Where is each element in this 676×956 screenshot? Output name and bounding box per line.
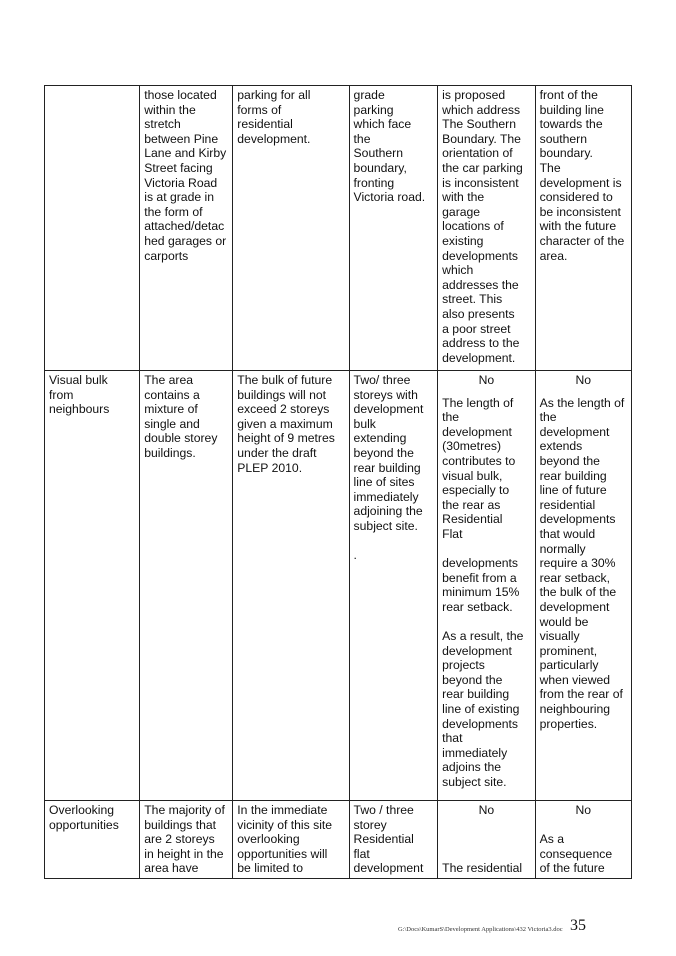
existing-character-cell: The majority of buildings that are 2 storeys in height in the area have — [140, 801, 233, 879]
aspect-cell: Overlooking opportunities — [45, 801, 140, 879]
proposal-cell: Two / three storey Residential flat development — [349, 801, 438, 879]
existing-character-cell: The area contains a mixture of single and double storey buildings. — [140, 371, 233, 801]
consistency-existing-cell: is proposed which address The Southern Boundary. The orientation of the car parking is inconsistent with the garage locations of existing developments which addresses the street. This also presents a poor street address to the development. — [438, 86, 535, 371]
footer-file-path: G:\Docs\KumarS\Development Applications\432 Victoria3.doc — [398, 926, 563, 933]
consistency-future-cell: No As a consequence of the future — [535, 801, 631, 879]
table-row — [45, 371, 632, 801]
proposal-cell: grade parking which face the Southern boundary, fronting Victoria road. — [349, 86, 438, 371]
table-row — [45, 801, 632, 879]
consistency-existing-cell: No The residential — [438, 801, 535, 879]
future-character-cell: In the immediate vicinity of this site overlooking opportunities will be limited to — [233, 801, 349, 879]
future-character-cell: parking for all forms of residential development. — [233, 86, 349, 371]
aspect-cell: Visual bulk from neighbours — [45, 371, 140, 801]
assessment-table — [44, 85, 632, 879]
consistency-future-cell: front of the building line towards the southern boundary. The development is considered to be inconsistent with the future character of the area. — [535, 86, 631, 371]
existing-character-cell: those located within the stretch between Pine Lane and Kirby Street facing Victoria Road is at grade in the form of attached/detac hed garages or carports — [140, 86, 233, 371]
table-row — [45, 86, 632, 371]
proposal-cell: Two/ three storeys with development bulk extending beyond the rear building line of sites immediately adjoining the subject site. . — [349, 371, 438, 801]
consistency-future-cell: No As the length of the development extends beyond the rear building line of future residential developments that would normally require a 30% rear setback, the bulk of the development would be visually prominent, particularly when viewed from the rear of neighbouring properties. — [535, 371, 631, 801]
future-character-cell: The bulk of future buildings will not exceed 2 storeys given a maximum height of 9 metres under the draft PLEP 2010. — [233, 371, 349, 801]
aspect-cell — [45, 86, 140, 371]
page-number: 35 — [570, 917, 586, 934]
consistency-existing-cell: No The length of the development (30metres) contributes to visual bulk, especially to the rear as Residential Flat developments benefit from a minimum 15% rear setback. As a result, the development projects beyond the rear building line of existing developments that immediately adjoins the subject site. — [438, 371, 535, 801]
